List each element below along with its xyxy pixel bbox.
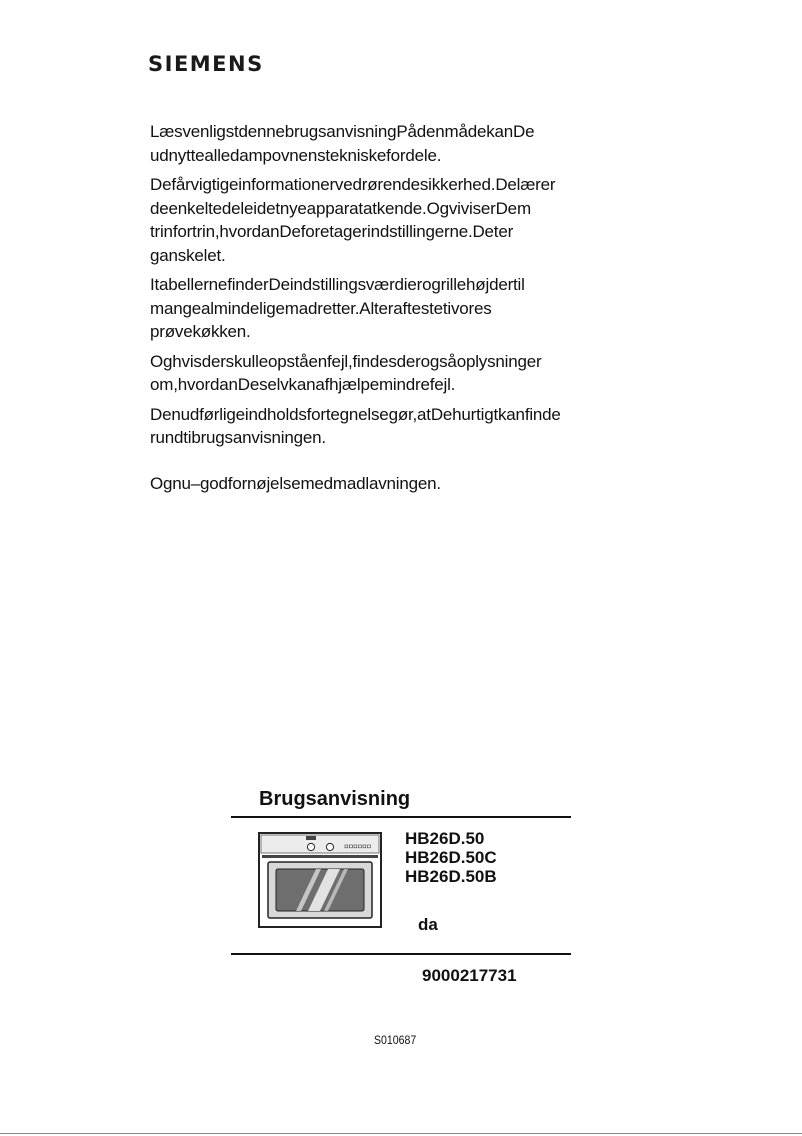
oven-illustration <box>258 832 382 928</box>
intro-text <box>150 120 630 456</box>
print-code: S010687 <box>374 1033 417 1047</box>
intro-paragraph: Defårvigtigeinformationervedrørendesikkerhed.Delærer deenkeltedeleidetnyeapparatatkende.OgviviserDem trinfortrin,hvordanDeforetagerindstillingerne.Deter ganskelet. <box>150 175 556 265</box>
model-number: HB26D.50B <box>405 867 497 886</box>
model-list <box>405 829 497 886</box>
model-number: HB26D.50C <box>405 848 497 867</box>
bottom-divider <box>231 953 571 955</box>
top-divider <box>231 816 571 818</box>
intro-paragraph: Denudførligeindholdsfortegnelsegør,atDehurtigtkanfinde rundtibrugsanvisningen. <box>150 404 561 447</box>
document-title: Brugsanvisning <box>259 788 411 810</box>
closing-line: Ognu–godfornøjelsemedmadlavningen. <box>150 474 441 493</box>
intro-paragraph: Oghvisderskulleopståenfejl,findesderogsåoplysninger om,hvordanDeselvkanafhjælpemindrefejl. <box>150 351 542 394</box>
part-number: 9000217731 <box>422 966 517 985</box>
intro-paragraph: LæsvenligstdennebrugsanvisningPådenmådekanDe udnyttealledampovnenstekniskefordele. <box>150 122 535 165</box>
language-code: da <box>418 915 438 934</box>
page-edge-line <box>0 1133 802 1134</box>
model-number: HB26D.50 <box>405 829 485 848</box>
intro-paragraph: ItabellernefinderDeindstillingsværdierogrillehøjdertil mangealmindeligemadretter.Alteraftestetivores prøvekøkken. <box>150 275 525 341</box>
brand-logo: SIEMENS <box>148 52 264 76</box>
